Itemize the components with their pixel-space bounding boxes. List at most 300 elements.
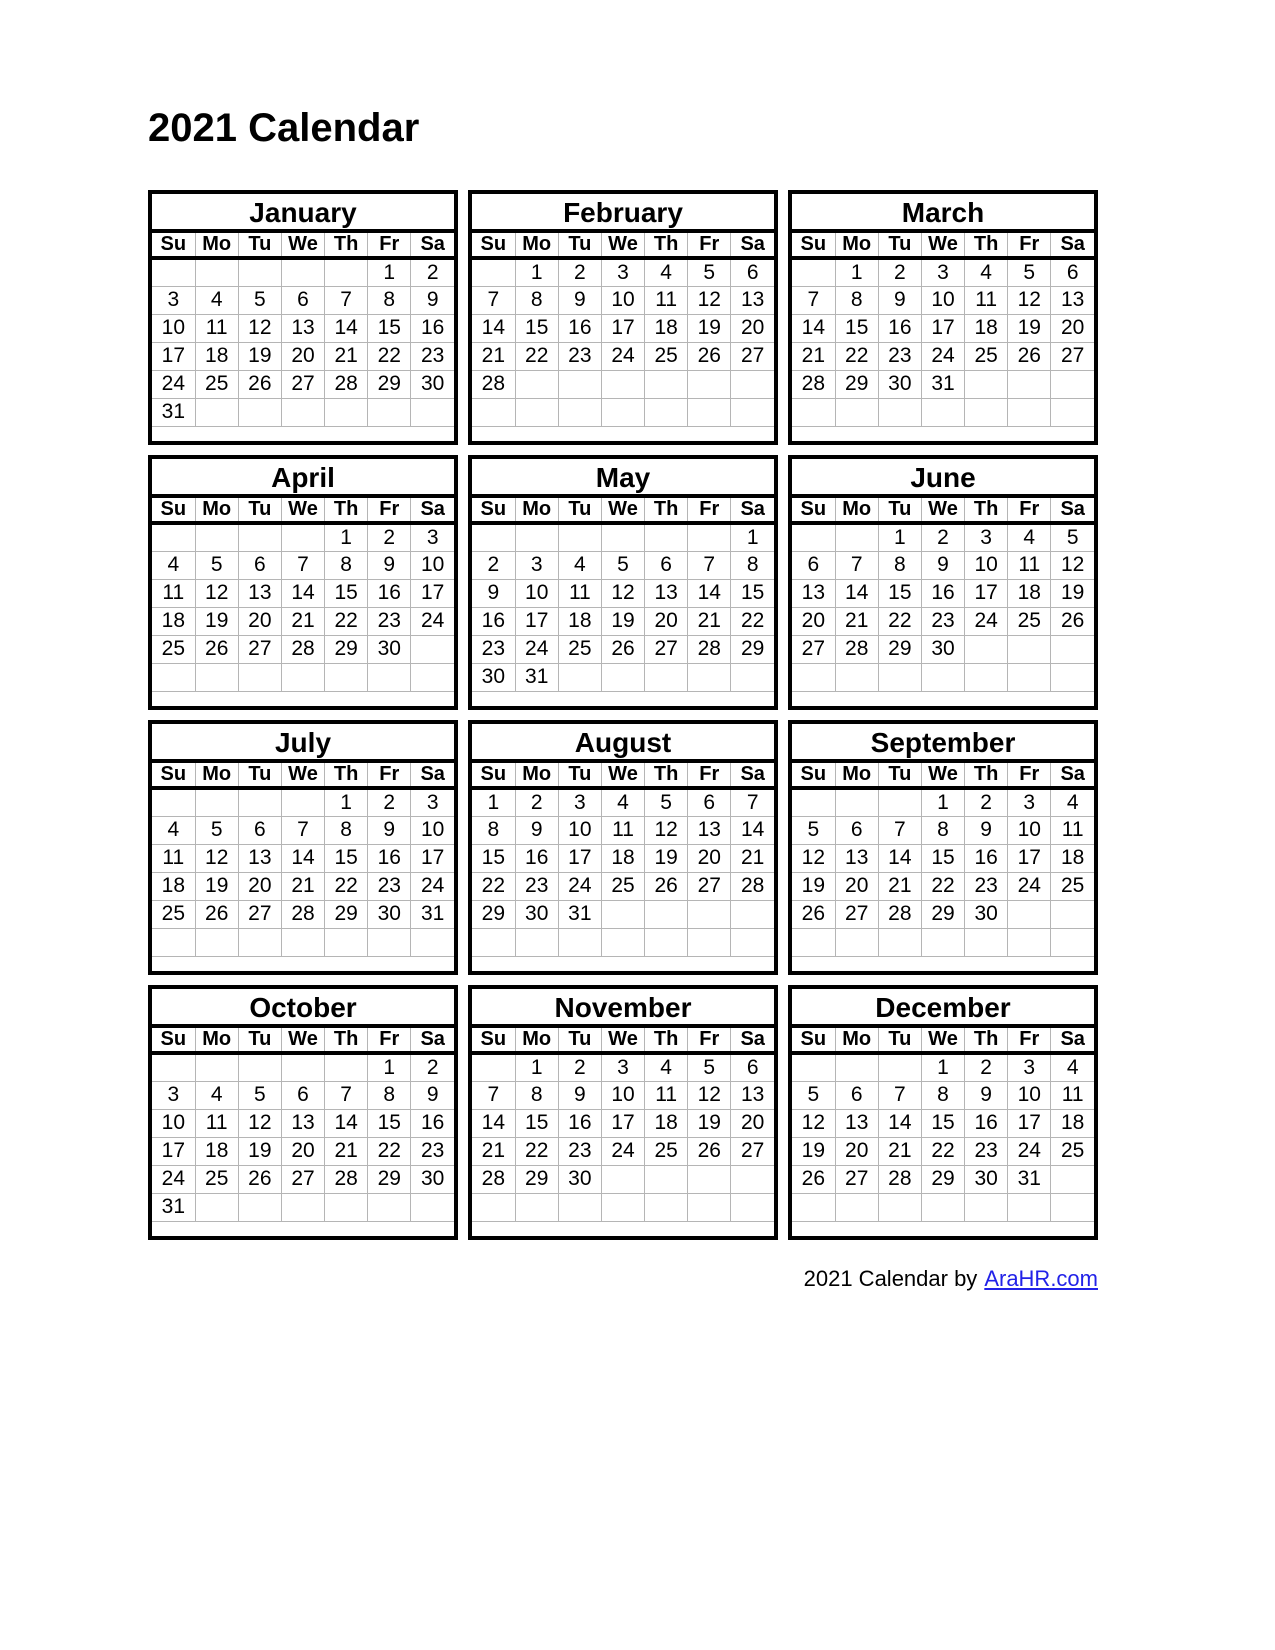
- weekday-header: We: [921, 498, 964, 523]
- day-cell: 29: [878, 635, 921, 663]
- day-cell: 3: [411, 523, 454, 551]
- month-table: [472, 498, 774, 692]
- day-cell: 21: [472, 1137, 515, 1165]
- day-cell: 27: [238, 635, 281, 663]
- day-cell: 7: [835, 551, 878, 579]
- day-cell: 23: [515, 872, 558, 900]
- day-cell: 14: [835, 579, 878, 607]
- day-cell: 20: [238, 607, 281, 635]
- weekday-header: Th: [965, 1028, 1008, 1053]
- day-cell: [601, 523, 644, 551]
- day-cell: 16: [368, 844, 411, 872]
- day-cell: 9: [878, 286, 921, 314]
- day-cell: 4: [152, 816, 195, 844]
- day-cell: 6: [792, 551, 835, 579]
- day-cell: 21: [878, 872, 921, 900]
- month-block-january: [148, 190, 458, 445]
- day-cell: 2: [558, 258, 601, 286]
- day-cell: 9: [558, 286, 601, 314]
- day-cell: [1008, 663, 1051, 691]
- day-cell: 5: [1008, 258, 1051, 286]
- day-cell: 4: [601, 788, 644, 816]
- day-cell: 2: [411, 1053, 454, 1081]
- weekday-header: Tu: [878, 233, 921, 258]
- day-cell: [515, 1193, 558, 1221]
- day-cell: 28: [472, 370, 515, 398]
- day-cell: 10: [411, 551, 454, 579]
- day-cell: 8: [368, 286, 411, 314]
- day-cell: 24: [411, 607, 454, 635]
- day-cell: 3: [152, 286, 195, 314]
- day-cell: 17: [152, 342, 195, 370]
- day-cell: 25: [645, 1137, 688, 1165]
- weekday-header: We: [601, 1028, 644, 1053]
- weekday-header: Fr: [688, 1028, 731, 1053]
- weekday-header: Th: [965, 233, 1008, 258]
- week-row: [792, 816, 1094, 844]
- day-cell: [281, 663, 324, 691]
- weekday-row: [792, 233, 1094, 258]
- day-cell: 6: [238, 551, 281, 579]
- day-cell: 12: [688, 1081, 731, 1109]
- day-cell: 8: [921, 816, 964, 844]
- day-cell: 8: [515, 1081, 558, 1109]
- day-cell: 1: [878, 523, 921, 551]
- day-cell: [558, 523, 601, 551]
- day-cell: 10: [921, 286, 964, 314]
- month-table: [792, 498, 1094, 692]
- weekday-header: Mo: [195, 498, 238, 523]
- weekday-header: Tu: [878, 763, 921, 788]
- weekday-header: Th: [965, 763, 1008, 788]
- week-row: [472, 900, 774, 928]
- day-cell: 26: [792, 1165, 835, 1193]
- day-cell: 21: [281, 872, 324, 900]
- weekday-header: Sa: [1051, 763, 1094, 788]
- day-cell: 5: [238, 286, 281, 314]
- day-cell: 31: [558, 900, 601, 928]
- day-cell: 30: [878, 370, 921, 398]
- day-cell: [325, 398, 368, 426]
- day-cell: 19: [688, 1109, 731, 1137]
- day-cell: 10: [411, 816, 454, 844]
- weekday-row: [152, 1028, 454, 1053]
- day-cell: 7: [792, 286, 835, 314]
- day-cell: 9: [965, 1081, 1008, 1109]
- day-cell: 8: [921, 1081, 964, 1109]
- week-row: [152, 398, 454, 426]
- day-cell: 18: [645, 1109, 688, 1137]
- day-cell: 11: [195, 1109, 238, 1137]
- weekday-row: [472, 763, 774, 788]
- day-cell: 19: [645, 844, 688, 872]
- day-cell: 18: [1051, 1109, 1094, 1137]
- day-cell: [368, 663, 411, 691]
- day-cell: 30: [965, 900, 1008, 928]
- day-cell: 23: [472, 635, 515, 663]
- day-cell: 6: [688, 788, 731, 816]
- week-row: [792, 928, 1094, 956]
- day-cell: 23: [558, 1137, 601, 1165]
- weekday-header: Su: [792, 1028, 835, 1053]
- day-cell: 27: [731, 1137, 774, 1165]
- day-cell: [835, 663, 878, 691]
- day-cell: [688, 523, 731, 551]
- day-cell: 22: [731, 607, 774, 635]
- month-title: November: [472, 989, 774, 1028]
- day-cell: 16: [965, 844, 1008, 872]
- day-cell: 7: [325, 1081, 368, 1109]
- day-cell: [792, 523, 835, 551]
- week-row: [472, 816, 774, 844]
- day-cell: [411, 928, 454, 956]
- day-cell: 19: [238, 1137, 281, 1165]
- day-cell: 7: [472, 1081, 515, 1109]
- day-cell: 26: [688, 1137, 731, 1165]
- day-cell: [645, 1193, 688, 1221]
- day-cell: 23: [921, 607, 964, 635]
- day-cell: [152, 1053, 195, 1081]
- day-cell: 3: [921, 258, 964, 286]
- day-cell: [152, 788, 195, 816]
- day-cell: [558, 398, 601, 426]
- weekday-header: Th: [645, 763, 688, 788]
- day-cell: 26: [792, 900, 835, 928]
- day-cell: [515, 523, 558, 551]
- week-row: [792, 788, 1094, 816]
- day-cell: 10: [965, 551, 1008, 579]
- day-cell: 18: [152, 607, 195, 635]
- day-cell: 10: [601, 1081, 644, 1109]
- weekday-header: Fr: [368, 763, 411, 788]
- day-cell: 17: [1008, 1109, 1051, 1137]
- day-cell: 7: [325, 286, 368, 314]
- day-cell: 24: [1008, 1137, 1051, 1165]
- month-block-may: [468, 455, 778, 710]
- day-cell: 24: [515, 635, 558, 663]
- day-cell: 11: [152, 844, 195, 872]
- day-cell: [731, 1165, 774, 1193]
- day-cell: 28: [731, 872, 774, 900]
- day-cell: 7: [878, 1081, 921, 1109]
- weekday-header: Fr: [688, 233, 731, 258]
- day-cell: 10: [1008, 1081, 1051, 1109]
- weekday-header: Sa: [411, 1028, 454, 1053]
- day-cell: 17: [411, 579, 454, 607]
- day-cell: 16: [368, 579, 411, 607]
- weekday-header: Su: [792, 233, 835, 258]
- day-cell: 30: [558, 1165, 601, 1193]
- footer-link[interactable]: AraHR.com: [984, 1266, 1098, 1291]
- day-cell: 6: [731, 1053, 774, 1081]
- day-cell: [792, 928, 835, 956]
- day-cell: [515, 398, 558, 426]
- week-row: [152, 1109, 454, 1137]
- day-cell: 15: [325, 579, 368, 607]
- day-cell: 26: [238, 370, 281, 398]
- day-cell: 11: [195, 314, 238, 342]
- week-row: [792, 1081, 1094, 1109]
- weekday-header: Mo: [515, 1028, 558, 1053]
- weekday-header: Su: [472, 763, 515, 788]
- weekday-header: Sa: [411, 763, 454, 788]
- day-cell: 23: [368, 872, 411, 900]
- day-cell: 2: [965, 788, 1008, 816]
- day-cell: [731, 900, 774, 928]
- day-cell: [238, 788, 281, 816]
- day-cell: 6: [1051, 258, 1094, 286]
- day-cell: 31: [921, 370, 964, 398]
- day-cell: 19: [1008, 314, 1051, 342]
- day-cell: 29: [325, 635, 368, 663]
- day-cell: 21: [325, 342, 368, 370]
- day-cell: [878, 1053, 921, 1081]
- week-row: [792, 342, 1094, 370]
- day-cell: 21: [281, 607, 324, 635]
- week-row: [792, 1109, 1094, 1137]
- day-cell: [645, 928, 688, 956]
- day-cell: [515, 928, 558, 956]
- day-cell: 3: [1008, 788, 1051, 816]
- week-row: [472, 314, 774, 342]
- week-row: [472, 1193, 774, 1221]
- day-cell: 1: [515, 258, 558, 286]
- weekday-header: Th: [325, 498, 368, 523]
- week-row: [792, 258, 1094, 286]
- day-cell: 15: [835, 314, 878, 342]
- day-cell: 18: [601, 844, 644, 872]
- weekday-header: Tu: [238, 498, 281, 523]
- day-cell: 21: [472, 342, 515, 370]
- day-cell: [645, 523, 688, 551]
- day-cell: [1051, 1165, 1094, 1193]
- day-cell: [195, 523, 238, 551]
- day-cell: [645, 370, 688, 398]
- day-cell: 15: [515, 1109, 558, 1137]
- day-cell: [281, 258, 324, 286]
- day-cell: 8: [472, 816, 515, 844]
- weekday-header: Su: [792, 763, 835, 788]
- weekday-header: Th: [645, 1028, 688, 1053]
- day-cell: 8: [325, 551, 368, 579]
- day-cell: 20: [731, 1109, 774, 1137]
- month-table: [152, 498, 454, 692]
- day-cell: 15: [731, 579, 774, 607]
- day-cell: [921, 1193, 964, 1221]
- day-cell: [281, 523, 324, 551]
- week-row: [792, 286, 1094, 314]
- calendar-grid: [148, 190, 1098, 1240]
- weekday-header: Fr: [368, 1028, 411, 1053]
- day-cell: [411, 1193, 454, 1221]
- week-row: [792, 844, 1094, 872]
- weekday-header: Tu: [238, 233, 281, 258]
- day-cell: [558, 663, 601, 691]
- day-cell: [152, 663, 195, 691]
- day-cell: 10: [152, 314, 195, 342]
- day-cell: 8: [878, 551, 921, 579]
- week-row: [472, 872, 774, 900]
- day-cell: 9: [368, 551, 411, 579]
- day-cell: 10: [1008, 816, 1051, 844]
- day-cell: 1: [515, 1053, 558, 1081]
- day-cell: 18: [965, 314, 1008, 342]
- day-cell: 1: [325, 788, 368, 816]
- weekday-header: Mo: [515, 233, 558, 258]
- day-cell: 14: [792, 314, 835, 342]
- day-cell: 19: [238, 342, 281, 370]
- day-cell: [195, 663, 238, 691]
- day-cell: 10: [515, 579, 558, 607]
- month-table: [472, 763, 774, 957]
- weekday-header: Su: [152, 498, 195, 523]
- day-cell: 18: [645, 314, 688, 342]
- day-cell: [731, 928, 774, 956]
- day-cell: 20: [688, 844, 731, 872]
- weekday-header: Sa: [731, 1028, 774, 1053]
- day-cell: 27: [281, 1165, 324, 1193]
- day-cell: 13: [281, 314, 324, 342]
- day-cell: 2: [411, 258, 454, 286]
- week-row: [472, 844, 774, 872]
- day-cell: [835, 1193, 878, 1221]
- day-cell: 24: [921, 342, 964, 370]
- day-cell: 31: [152, 398, 195, 426]
- day-cell: [1051, 635, 1094, 663]
- week-row: [472, 398, 774, 426]
- day-cell: 18: [1008, 579, 1051, 607]
- day-cell: 3: [558, 788, 601, 816]
- day-cell: 3: [411, 788, 454, 816]
- day-cell: 20: [731, 314, 774, 342]
- weekday-row: [472, 498, 774, 523]
- day-cell: [195, 1193, 238, 1221]
- weekday-header: Tu: [238, 763, 281, 788]
- day-cell: 8: [515, 286, 558, 314]
- day-cell: [921, 398, 964, 426]
- day-cell: 11: [152, 579, 195, 607]
- day-cell: 13: [238, 579, 281, 607]
- day-cell: 30: [411, 1165, 454, 1193]
- weekday-row: [792, 1028, 1094, 1053]
- weekday-header: Su: [152, 763, 195, 788]
- day-cell: 29: [835, 370, 878, 398]
- day-cell: 28: [325, 1165, 368, 1193]
- day-cell: 23: [965, 872, 1008, 900]
- day-cell: 1: [921, 1053, 964, 1081]
- week-row: [472, 788, 774, 816]
- weekday-header: Fr: [1008, 1028, 1051, 1053]
- weekday-header: Sa: [1051, 1028, 1094, 1053]
- weekday-header: Tu: [558, 233, 601, 258]
- day-cell: 17: [1008, 844, 1051, 872]
- day-cell: 27: [238, 900, 281, 928]
- day-cell: [731, 663, 774, 691]
- day-cell: [1051, 663, 1094, 691]
- day-cell: 1: [368, 258, 411, 286]
- day-cell: 24: [601, 1137, 644, 1165]
- day-cell: 7: [281, 551, 324, 579]
- weekday-header: Su: [152, 1028, 195, 1053]
- week-row: [472, 523, 774, 551]
- day-cell: [1008, 370, 1051, 398]
- day-cell: 3: [1008, 1053, 1051, 1081]
- day-cell: [368, 1193, 411, 1221]
- day-cell: [281, 788, 324, 816]
- day-cell: [688, 900, 731, 928]
- day-cell: 23: [411, 342, 454, 370]
- day-cell: [472, 398, 515, 426]
- day-cell: 12: [792, 844, 835, 872]
- week-row: [152, 1165, 454, 1193]
- month-title: June: [792, 459, 1094, 498]
- weekday-header: Fr: [1008, 233, 1051, 258]
- day-cell: 24: [1008, 872, 1051, 900]
- weekday-header: Tu: [558, 1028, 601, 1053]
- day-cell: 9: [921, 551, 964, 579]
- week-row: [152, 635, 454, 663]
- day-cell: 30: [472, 663, 515, 691]
- day-cell: [688, 1165, 731, 1193]
- day-cell: 5: [238, 1081, 281, 1109]
- week-row: [152, 607, 454, 635]
- weekday-header: Su: [472, 1028, 515, 1053]
- day-cell: 11: [1008, 551, 1051, 579]
- day-cell: 22: [921, 1137, 964, 1165]
- week-row: [152, 844, 454, 872]
- day-cell: [792, 398, 835, 426]
- day-cell: 20: [835, 872, 878, 900]
- day-cell: 13: [835, 844, 878, 872]
- week-row: [472, 1109, 774, 1137]
- day-cell: 9: [515, 816, 558, 844]
- day-cell: [688, 398, 731, 426]
- day-cell: [152, 523, 195, 551]
- week-row: [152, 258, 454, 286]
- footer: [148, 1266, 1098, 1292]
- day-cell: 26: [195, 635, 238, 663]
- day-cell: [558, 370, 601, 398]
- day-cell: [368, 398, 411, 426]
- week-row: [152, 788, 454, 816]
- week-row: [792, 1053, 1094, 1081]
- weekday-row: [152, 498, 454, 523]
- weekday-header: Tu: [238, 1028, 281, 1053]
- weekday-header: Mo: [835, 763, 878, 788]
- day-cell: [195, 788, 238, 816]
- weekday-header: Su: [792, 498, 835, 523]
- day-cell: 13: [731, 286, 774, 314]
- weekday-header: Tu: [558, 498, 601, 523]
- day-cell: 21: [835, 607, 878, 635]
- day-cell: [601, 663, 644, 691]
- weekday-header: Fr: [688, 498, 731, 523]
- day-cell: 21: [325, 1137, 368, 1165]
- content-area: [148, 0, 1098, 1292]
- weekday-header: Sa: [411, 498, 454, 523]
- day-cell: 11: [558, 579, 601, 607]
- month-table: [792, 763, 1094, 957]
- weekday-header: Fr: [368, 498, 411, 523]
- day-cell: 27: [835, 900, 878, 928]
- day-cell: [238, 1193, 281, 1221]
- day-cell: [472, 1193, 515, 1221]
- weekday-header: Sa: [1051, 233, 1094, 258]
- weekday-row: [792, 763, 1094, 788]
- day-cell: 10: [558, 816, 601, 844]
- day-cell: [835, 788, 878, 816]
- day-cell: 19: [601, 607, 644, 635]
